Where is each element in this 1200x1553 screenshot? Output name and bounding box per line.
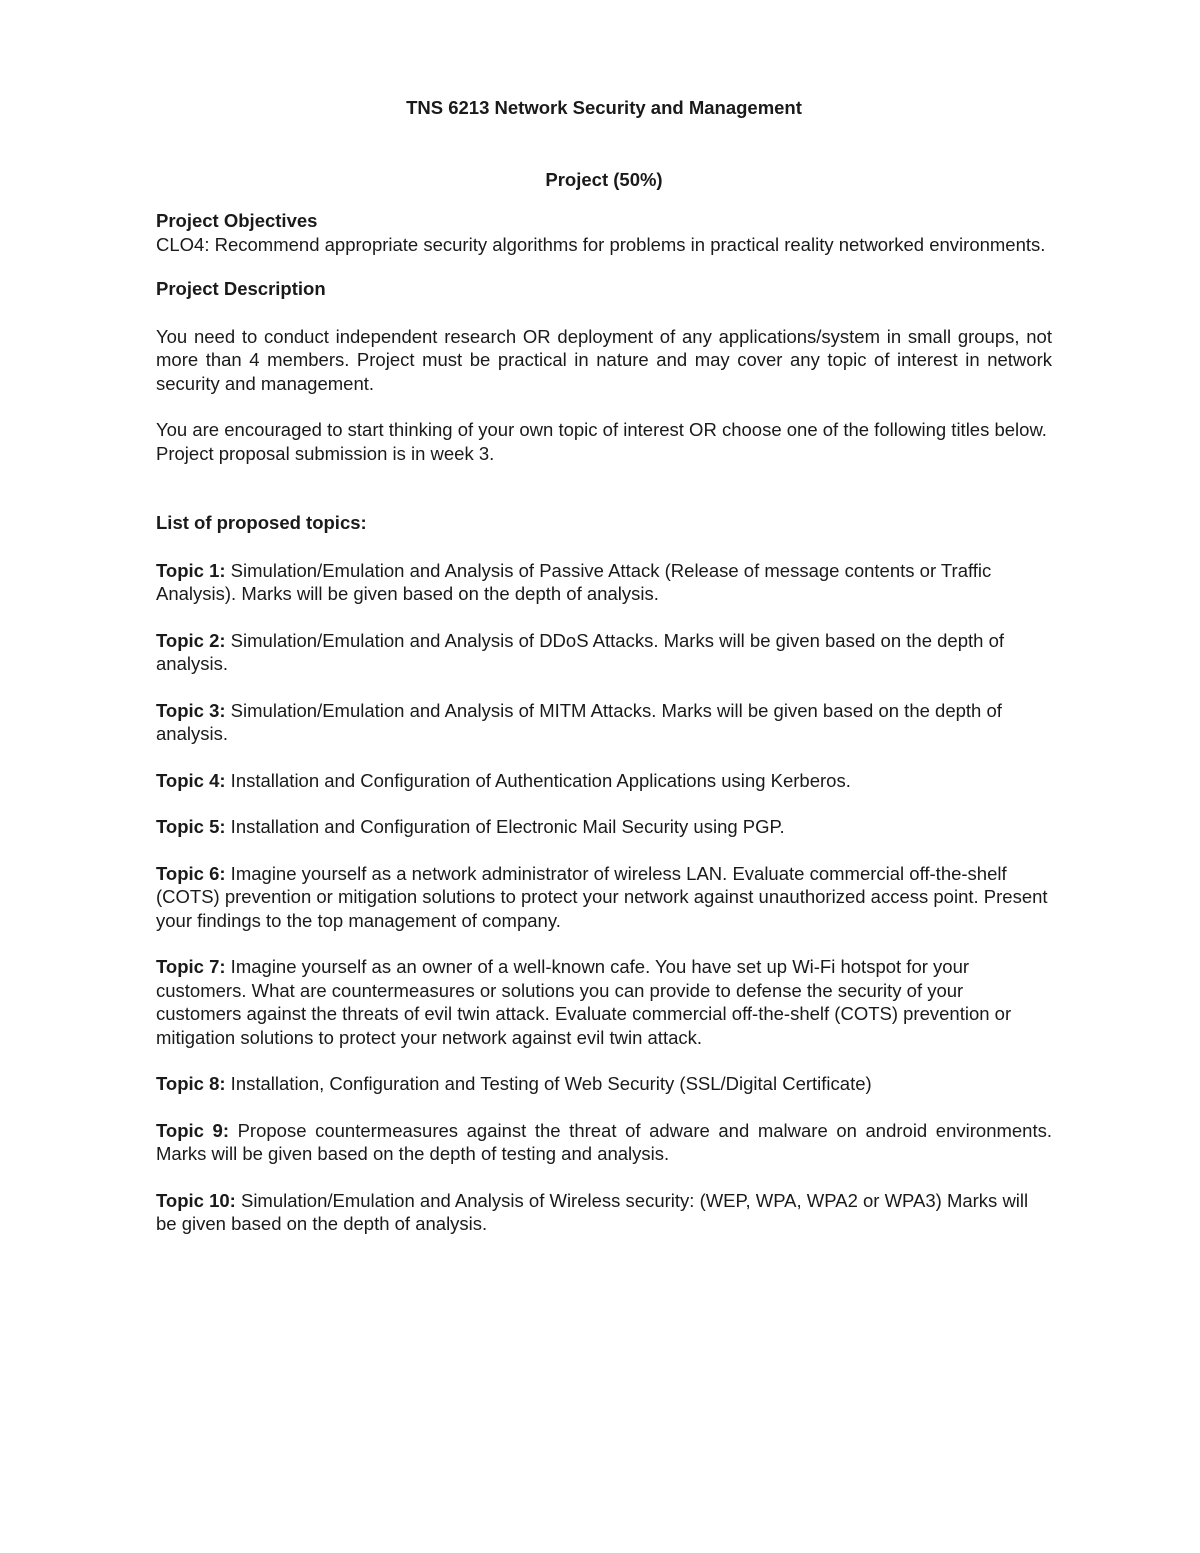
document-subtitle: Project (50%) — [545, 168, 663, 190]
topic-item — [156, 1072, 1052, 1096]
topic-label: Topic 1: — [156, 559, 226, 581]
topic-list — [156, 559, 1052, 1236]
topic-label: Topic 5: — [156, 816, 226, 837]
topic-text: Installation and Configuration of Authentication Applications using Kerberos. — [225, 769, 851, 791]
topic-item — [156, 769, 1052, 793]
topic-text: Simulation/Emulation and Analysis of DDoS Attacks. Marks will be given based on the depth of analysis. — [156, 629, 1004, 674]
topic-item — [156, 862, 1052, 933]
topic-item — [156, 699, 1052, 746]
objectives-text: CLO4: Recommend appropriate security algorithms for problems in practical reality networked environments. — [156, 233, 1046, 255]
document-title: TNS 6213 Network Security and Management — [406, 97, 802, 118]
topic-text: Installation and Configuration of Electronic Mail Security using PGP. — [225, 816, 785, 837]
objectives-heading: Project Objectives — [156, 210, 318, 231]
topic-label: Topic 4: — [156, 769, 226, 791]
topic-text: Imagine yourself as an owner of a well-known cafe. You have set up Wi-Fi hotspot for your customers. What are countermeasures or solutions you can provide to defense the security of your customers against the threats of evil twin attack. Evaluate commercial off-the-shelf (COTS) prevention or mitigation solutions to protect your network against evil twin attack. — [156, 956, 1012, 1048]
description-heading: Project Description — [156, 278, 326, 299]
topic-text: Installation, Configuration and Testing of Web Security (SSL/Digital Certificate) — [225, 1073, 872, 1094]
topic-label: Topic 10: — [156, 1189, 236, 1211]
topic-item — [156, 559, 1052, 606]
description-paragraph-2: You are encouraged to start thinking of your own topic of interest OR choose one of the following titles below. Project proposal submission is in week 3. — [156, 419, 1047, 464]
topic-text: Propose countermeasures against the threat of adware and malware on android environments. Marks will be given based on the depth of testing and analysis. — [156, 1119, 1052, 1164]
topic-item — [156, 1189, 1052, 1236]
topic-item — [156, 629, 1052, 676]
document-page — [156, 96, 1052, 1259]
topic-text: Imagine yourself as a network administrator of wireless LAN. Evaluate commercial off-the-shelf (COTS) prevention or mitigation solutions to protect your network against unauthorized access point. Present your findings to the top management of company. — [156, 862, 1048, 931]
topic-text: Simulation/Emulation and Analysis of Passive Attack (Release of message contents or Traffic Analysis). Marks will be given based on the depth of analysis. — [156, 559, 992, 604]
topic-item — [156, 955, 1052, 1049]
topics-heading: List of proposed topics: — [156, 512, 367, 533]
topic-text: Simulation/Emulation and Analysis of MITM Attacks. Marks will be given based on the depth of analysis. — [156, 699, 1002, 744]
topic-label: Topic 9: — [156, 1119, 229, 1141]
topic-label: Topic 8: — [156, 1073, 226, 1094]
topic-label: Topic 7: — [156, 956, 226, 977]
topic-item — [156, 815, 1052, 839]
topic-item — [156, 1119, 1052, 1166]
description-paragraph-1: You need to conduct independent research OR deployment of any applications/system in small groups, not more than 4 members. Project must be practical in nature and may cover any topic of interest in network security and management. — [156, 325, 1052, 394]
topic-label: Topic 3: — [156, 699, 226, 721]
topic-label: Topic 6: — [156, 862, 226, 884]
topic-label: Topic 2: — [156, 629, 226, 651]
topic-text: Simulation/Emulation and Analysis of Wireless security: (WEP, WPA, WPA2 or WPA3) Marks will be given based on the depth of analysis. — [156, 1189, 1029, 1234]
